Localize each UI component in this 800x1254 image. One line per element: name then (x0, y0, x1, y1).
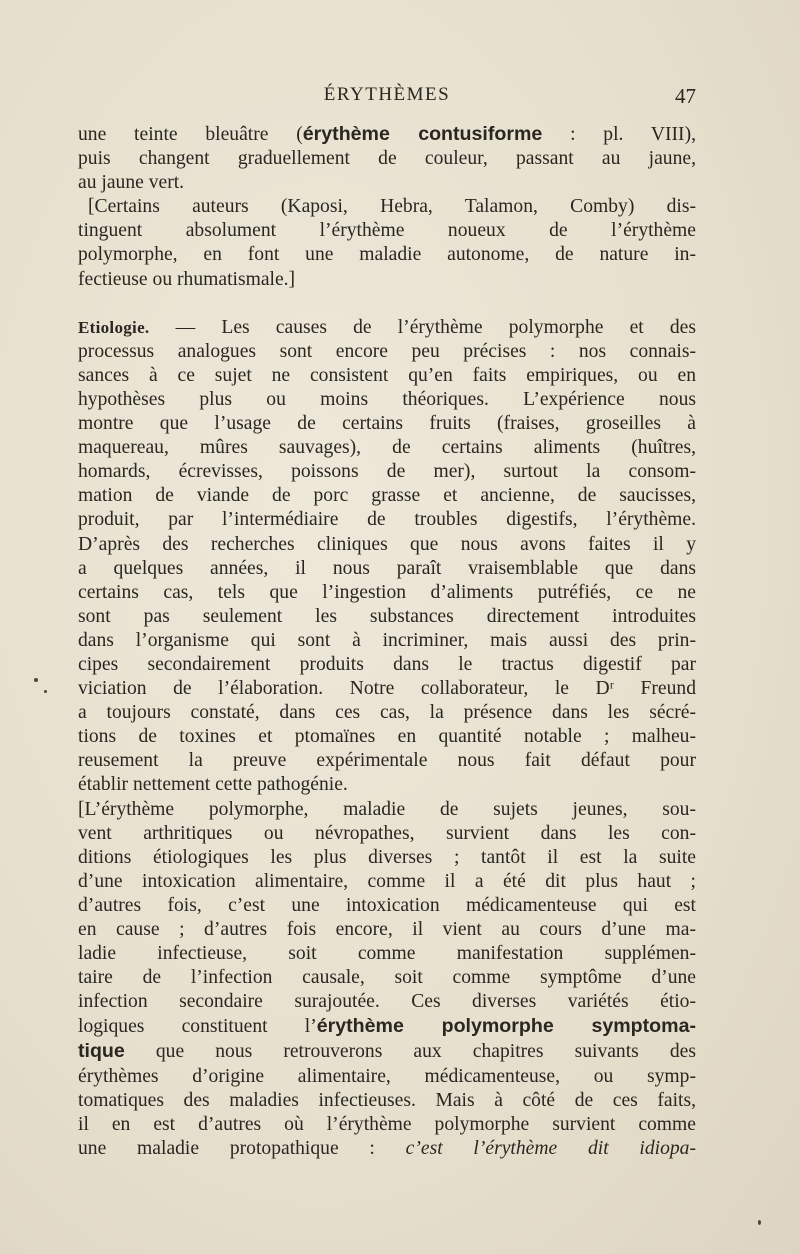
section-heading-etiologie: Etiologie. (78, 317, 150, 337)
text-line: établir nettement cette pathogénie. (78, 774, 348, 796)
term-symptomatique-end: tique (78, 1040, 125, 1063)
text-line: il en est d’autres où l’érythème polymorphe survient comme (78, 1113, 696, 1135)
body-text (78, 122, 696, 1161)
page-header (78, 84, 696, 114)
term-erytheme-contusiforme: érythème contusiforme (302, 123, 543, 145)
text-line: taire de l’infection causale, soit comme symptôme d’une (78, 967, 696, 989)
text-line: processus analogues sont encore peu précises : nos connais- (78, 340, 696, 362)
text-line: tomatiques des maladies infectieuses. Mais à côté de ces faits, (78, 1089, 696, 1111)
text-line: fectieuse ou rhumatismale.] (78, 268, 296, 290)
page-number: 47 (675, 84, 696, 108)
text-line: hypothèses plus ou moins théoriques. L’expérience nous (78, 388, 696, 410)
text-line: [L’érythème polymorphe, maladie de sujets jeunes, sou- (78, 798, 696, 820)
text-line: tions de toxines et ptomaïnes en quantité notable ; malheu- (78, 726, 696, 748)
text-line: une maladie protopathique : c’est l’érythème dit idiopa- (78, 1137, 696, 1159)
text-line: tique que nous retrouverons aux chapitres suivants des (78, 1040, 696, 1063)
text-line: au jaune vert. (78, 172, 185, 194)
text-line: infection secondaire surajoutée. Ces diverses variétés étio- (78, 991, 696, 1013)
text-line: en cause ; d’autres fois encore, il vient au cours d’une ma- (78, 919, 696, 940)
term-erytheme-idiopathique: c’est l’érythème dit idiopa- (405, 1137, 696, 1159)
text-line: [Certains auteurs (Kaposi, Hebra, Talamon, Comby) dis- (88, 196, 696, 218)
text-line: sances à ce sujet ne consistent qu’en faits empiriques, ou en (78, 364, 696, 386)
paper-speck (44, 690, 47, 693)
text-line: viciation de l’élaboration. Notre collaborateur, le Dʳ Freund (78, 678, 696, 700)
text-line: maquereau, mûres sauvages), de certains aliments (huîtres, (78, 437, 696, 459)
text-line: logiques constituent l’érythème polymorphe symptoma- (78, 1015, 696, 1038)
text-line: D’après des recherches cliniques que nous avons faites il y (78, 533, 696, 555)
paper-speck (34, 678, 38, 682)
text-line: érythèmes d’origine alimentaire, médicamenteuse, ou symp- (78, 1065, 696, 1087)
text-line: reusement la preuve expérimentale nous fait défaut pour (78, 750, 696, 772)
text-line: dans l’organisme qui sont à incriminer, mais aussi des prin- (78, 629, 696, 651)
text-line: a quelques années, il nous paraît vraisemblable que dans (78, 557, 696, 579)
text-line: sont pas seulement les substances directement introduites (78, 605, 696, 627)
text-line: puis changent graduellement de couleur, passant au jaune, (78, 148, 696, 170)
text-line: d’une intoxication alimentaire, comme il a été dit plus haut ; (78, 870, 696, 892)
term-erytheme-polymorphe-symptomatique: érythème polymorphe symptoma- (316, 1015, 696, 1038)
text-line: montre que l’usage de certains fruits (fraises, groseilles à (78, 413, 696, 435)
running-title: ÉRYTHÈMES (323, 84, 451, 105)
text-line: vent arthritiques ou névropathes, survient dans les con- (78, 822, 696, 844)
text-line: ditions étiologiques les plus diverses ; tantôt il est la suite (78, 846, 696, 868)
text-line: une teinte bleuâtre (érythème contusiforme : pl. VIII), (78, 123, 696, 145)
text-line: a toujours constaté, dans ces cas, la présence dans les sécré- (78, 702, 696, 724)
text-line: d’autres fois, c’est une intoxication médicamenteuse qui est (78, 894, 696, 916)
paper-speck (758, 1220, 761, 1225)
text-line: polymorphe, en font une maladie autonome, de nature in- (78, 244, 696, 266)
text-line: Etiologie. — Les causes de l’érythème polymorphe et des (78, 316, 696, 338)
text-line: ladie infectieuse, soit comme manifestation supplémen- (78, 943, 696, 965)
text-line: mation de viande de porc grasse et ancienne, de saucisses, (78, 485, 696, 507)
text-line: homards, écrevisses, poissons de mer), surtout la consom- (78, 461, 696, 483)
text-line: certains cas, tels que l’ingestion d’aliments putréfiés, ce ne (78, 581, 696, 603)
text-line: produit, par l’intermédiaire de troubles digestifs, l’érythème. (78, 509, 696, 531)
text-line: tinguent absolument l’érythème noueux de l’érythème (78, 220, 696, 242)
text-line: cipes secondairement produits dans le tractus digestif par (78, 653, 696, 675)
